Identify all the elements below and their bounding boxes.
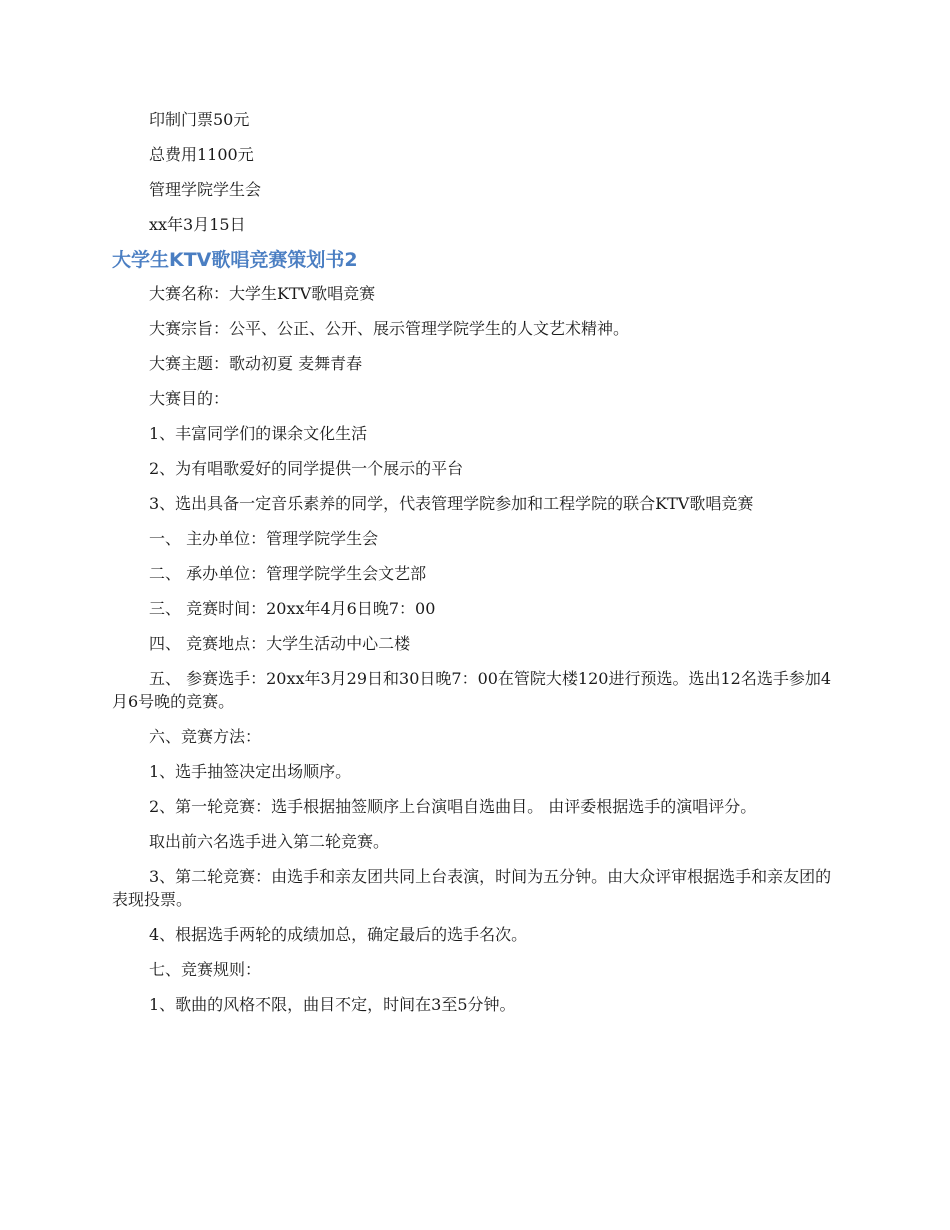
intro-line-total-cost: 总费用1100元 <box>149 145 254 164</box>
paragraph: 五、 参赛选手：20xx年3月29日和30日晚7：00在管院大楼120进行预选。选出12名选手参加4月6号晚的竞赛。 <box>112 669 832 711</box>
paragraph: 六、竞赛方法： <box>149 727 262 746</box>
section-heading: 大学生KTV歌唱竞赛策划书2 <box>112 249 358 271</box>
paragraph: 取出前六名选手进入第二轮竞赛。 <box>149 832 390 851</box>
intro-line-organizer: 管理学院学生会 <box>149 180 262 199</box>
intro-line-date: xx年3月15日 <box>149 215 246 234</box>
paragraph: 2、第一轮竞赛：选手根据抽签顺序上台演唱自选曲目。 由评委根据选手的演唱评分。 <box>149 797 757 816</box>
paragraph: 大赛主题：歌动初夏 麦舞青春 <box>149 354 363 373</box>
paragraph: 大赛宗旨：公平、公正、公开、展示管理学院学生的人文艺术精神。 <box>149 319 630 338</box>
paragraph: 4、根据选手两轮的成绩加总，确定最后的选手名次。 <box>149 925 528 944</box>
paragraph: 1、选手抽签决定出场顺序。 <box>149 762 352 781</box>
paragraph: 大赛名称：大学生KTV歌唱竞赛 <box>149 284 376 303</box>
document-body <box>112 108 836 1028</box>
intro-line-ticket-cost: 印制门票50元 <box>149 110 250 129</box>
paragraph: 1、歌曲的风格不限，曲目不定，时间在3至5分钟。 <box>149 995 516 1014</box>
paragraph: 一、 主办单位：管理学院学生会 <box>149 529 379 548</box>
paragraph: 二、 承办单位：管理学院学生会文艺部 <box>149 564 427 583</box>
paragraph: 1、丰富同学们的课余文化生活 <box>149 424 368 443</box>
paragraph: 七、竞赛规则： <box>149 960 262 979</box>
paragraph: 2、为有唱歌爱好的同学提供一个展示的平台 <box>149 459 464 478</box>
paragraph: 四、 竞赛地点：大学生活动中心二楼 <box>149 634 411 653</box>
paragraph: 3、选出具备一定音乐素养的同学，代表管理学院参加和工程学院的联合KTV歌唱竞赛 <box>149 494 754 513</box>
paragraph: 大赛目的： <box>149 389 230 408</box>
paragraph: 3、第二轮竞赛：由选手和亲友团共同上台表演，时间为五分钟。由大众评审根据选手和亲友团的表现投票。 <box>112 867 832 909</box>
paragraph: 三、 竞赛时间：20xx年4月6日晚7：00 <box>149 599 436 618</box>
